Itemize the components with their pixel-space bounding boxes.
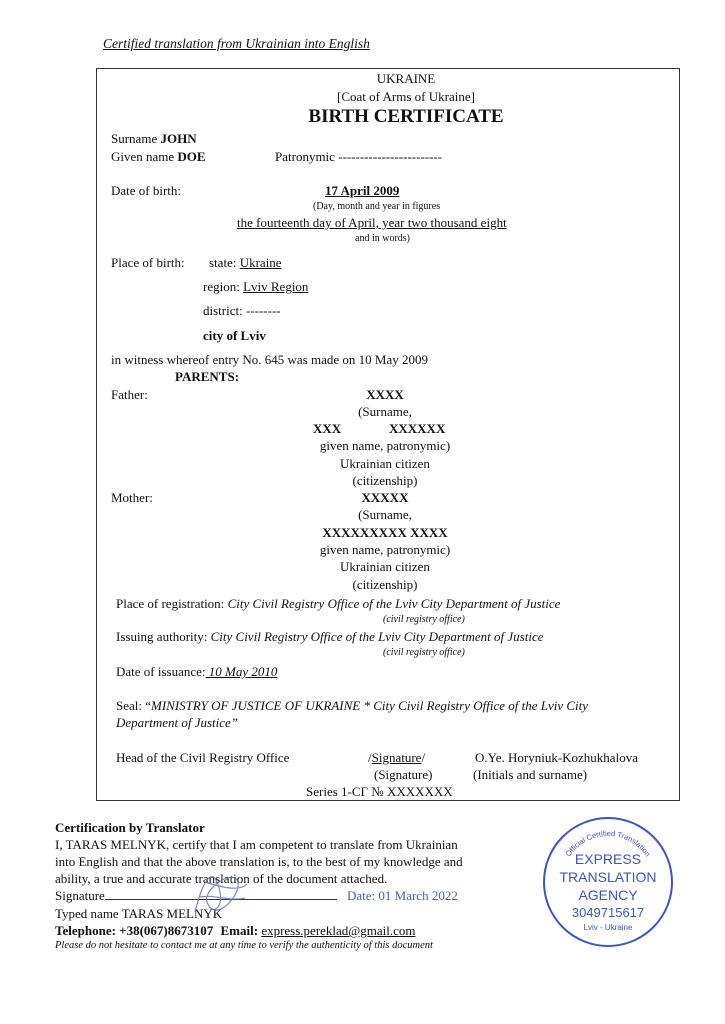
patronymic-value: ------------------------	[338, 149, 443, 164]
country-heading: UKRAINE	[376, 71, 436, 86]
father-surname-note: (Surname,	[358, 404, 412, 419]
seal-line1: MINISTRY OF JUSTICE OF UKRAINE * City Civil Registry Office of the Lviv City	[151, 698, 589, 713]
state-row	[209, 255, 282, 271]
signature-note: (Signature)	[374, 767, 433, 782]
registration-office-note: (civil registry office)	[383, 614, 465, 625]
handwritten-signature	[185, 862, 255, 922]
typed-name: Typed name TARAS MELNYK	[55, 906, 223, 921]
signature-value: Signature	[371, 750, 422, 765]
district-row	[203, 303, 281, 319]
seal-row	[116, 698, 588, 714]
father-surname: XXXX	[366, 387, 404, 402]
witness-entry: in witness whereof entry No. 645 was made on 10 May 2009	[111, 352, 428, 367]
email-label: Email:	[220, 923, 259, 938]
district-label: district:	[203, 303, 243, 318]
translation-agency-stamp	[538, 812, 678, 952]
issuance-label: Date of issuance:	[116, 664, 206, 679]
stamp-line3: AGENCY	[578, 887, 638, 903]
state-value: Ukraine	[239, 255, 282, 270]
translator-line2: into English and that the above translation is, to the best of my knowledge and	[55, 854, 463, 869]
head-label: Head of the Civil Registry Office	[116, 750, 290, 765]
mother-citizenship: Ukrainian citizen	[340, 559, 430, 574]
phone-label: Telephone:	[55, 923, 116, 938]
mother-given-note: given name, patronymic)	[319, 542, 451, 557]
patronymic-row	[275, 149, 442, 165]
dob-figures-note: (Day, month and year in figures	[313, 201, 441, 212]
mother-citizenship-note: (citizenship)	[352, 577, 418, 592]
patronymic-label: Patronymic	[275, 149, 335, 164]
stamp-line2: TRANSLATION	[559, 869, 657, 885]
father-citizenship: Ukrainian citizen	[340, 456, 430, 471]
dob-value: 17 April 2009	[325, 183, 400, 198]
certified-translation-header: Certified translation from Ukrainian into English	[103, 36, 370, 51]
head-name: O.Ye. Horyniuk-Kozhukhalova	[475, 750, 638, 765]
seal-line2: Department of Justice”	[116, 715, 239, 730]
region-label: region:	[203, 279, 240, 294]
dob-label: Date of birth:	[111, 183, 182, 198]
translation-date: Date: 01 March 2022	[347, 888, 458, 903]
city-value: city of Lviv	[203, 328, 266, 343]
name-note: (Initials and surname)	[473, 767, 588, 782]
registration-place-row	[116, 596, 560, 612]
region-row	[203, 279, 308, 295]
surname-row	[111, 131, 197, 147]
signature-value-row: /Signature/	[368, 750, 426, 765]
translator-heading: Certification by Translator	[55, 820, 205, 835]
given-name-value: DOE	[177, 149, 206, 164]
certificate-frame	[96, 68, 680, 801]
stamp-top-text: Official Certified Translation	[563, 828, 653, 859]
district-value: --------	[245, 303, 281, 318]
father-patronymic: XXXXXX	[389, 421, 446, 436]
phone-value: +38(067)8673107	[119, 923, 214, 938]
registration-place-label: Place of registration:	[116, 596, 225, 611]
stamp-bottom-text: Lviv - Ukraine	[583, 923, 633, 932]
mother-surname-note: (Surname,	[358, 507, 412, 522]
father-citizenship-note: (citizenship)	[352, 473, 418, 488]
dob-words: the fourteenth day of April, year two thousand eight	[237, 215, 507, 230]
email-link[interactable]: express.pereklad@gmail.com	[261, 923, 416, 938]
parents-heading: PARENTS:	[175, 369, 240, 384]
certificate-title: BIRTH CERTIFICATE	[308, 106, 504, 127]
surname-label: Surname	[111, 131, 158, 146]
surname-value: JOHN	[160, 131, 197, 146]
issuing-authority-value: City Civil Registry Office of the Lviv City Department of Justice	[210, 629, 544, 644]
mother-label: Mother:	[111, 490, 153, 505]
dob-words-note: and in words)	[355, 233, 410, 244]
given-name-row	[111, 149, 206, 165]
issuance-value: 10 May 2010	[205, 664, 278, 679]
father-label: Father:	[111, 387, 148, 402]
issuing-authority-label: Issuing authority:	[116, 629, 208, 644]
mother-given-name: XXXXXXXXX XXXX	[322, 525, 448, 540]
series-number: Series 1-СГ № XXXXXXX	[306, 784, 453, 799]
stamp-number: 3049715617	[571, 905, 645, 920]
verification-note: Please do not hesitate to contact me at any time to verify the authenticity of this document	[55, 940, 433, 951]
contact-row	[55, 923, 416, 939]
issuing-authority-row	[116, 629, 543, 645]
seal-label: Seal: “	[116, 698, 152, 713]
translator-line1: I, TARAS MELNYK, certify that I am competent to translate from Ukrainian	[55, 837, 458, 852]
given-name-label: Given name	[111, 149, 175, 164]
pob-label: Place of birth:	[111, 255, 185, 270]
stamp-line1: EXPRESS	[574, 851, 642, 867]
issuing-office-note: (civil registry office)	[383, 647, 465, 658]
mother-surname: XXXXX	[361, 490, 409, 505]
translator-line3: ability, a true and accurate translation of the document attached.	[55, 871, 388, 886]
state-label: state:	[209, 255, 237, 270]
region-value: Lviv Region	[243, 279, 309, 294]
translator-signature-label: Signature	[55, 888, 105, 903]
father-given-name: XXX	[313, 421, 342, 436]
coat-of-arms-note: [Coat of Arms of Ukraine]	[337, 89, 475, 104]
father-given-note: given name, patronymic)	[319, 438, 451, 453]
issuance-row	[116, 664, 277, 680]
registration-place-value: City Civil Registry Office of the Lviv City Department of Justice	[227, 596, 561, 611]
